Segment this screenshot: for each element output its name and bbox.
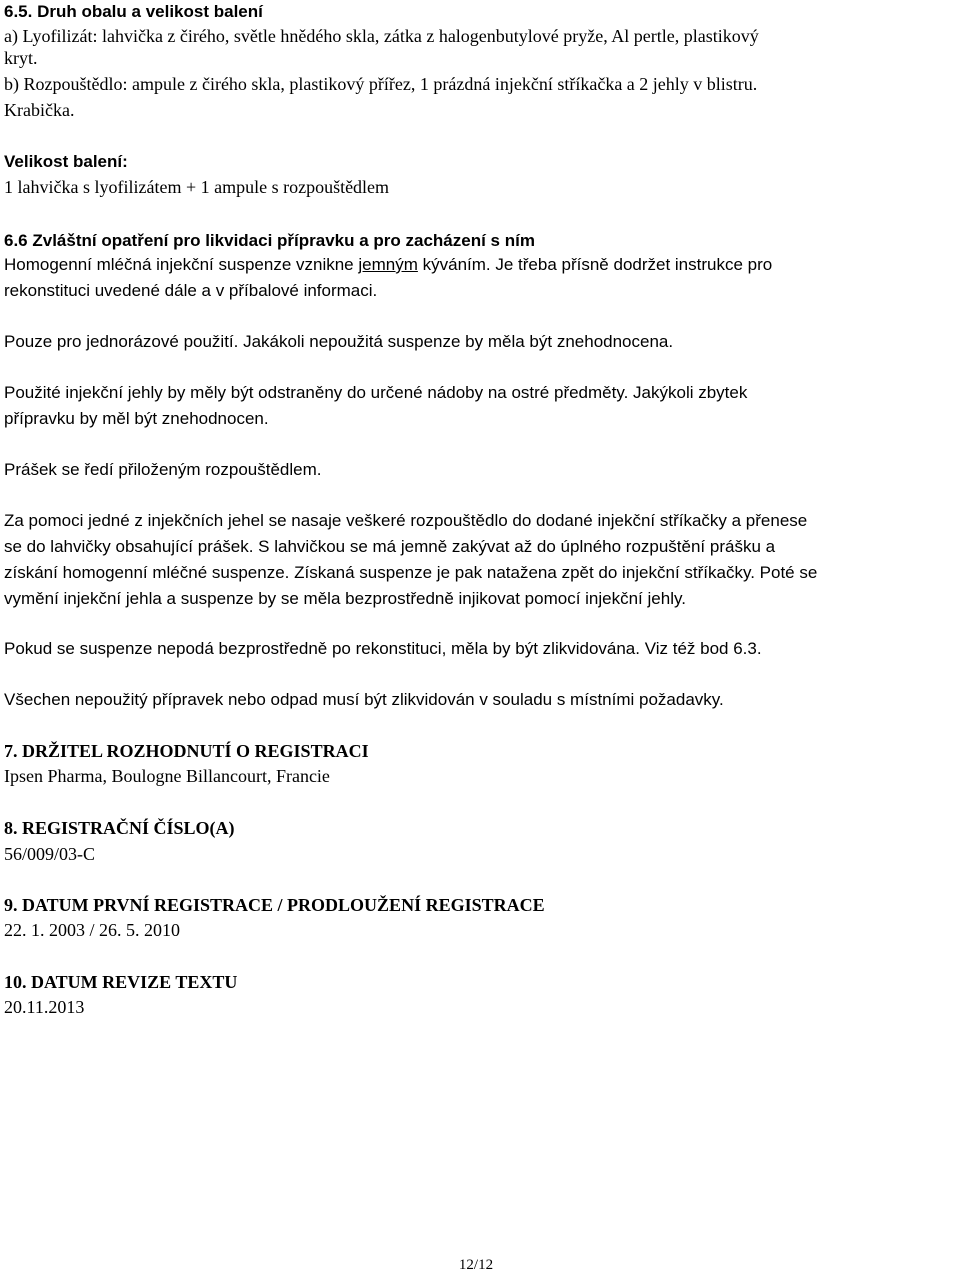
section-6-6-p3-line1: Použité injekční jehly by měly být odstraněny do určené nádoby na ostré předměty. Jakýkoli zbytek (4, 383, 748, 402)
p1-line1-mid: kýváním. (417, 255, 491, 274)
section-6-6-p4: Prášek se ředí přiloženým rozpouštědlem. (4, 460, 322, 479)
section-6-5-heading: 6.5. Druh obalu a velikost balení (4, 2, 263, 21)
section-7-heading: 7. DRŽITEL ROZHODNUTÍ O REGISTRACI (4, 741, 369, 761)
p1-line1-pre: Homogenní mléčná injekční suspenze vznikne (4, 255, 359, 274)
section-6-6-p6: Pokud se suspenze nepodá bezprostředně po rekonstituci, měla by být zlikvidována. Viz též bod 6.3. (4, 639, 762, 658)
p1-line1-underlined: jemným (358, 255, 418, 274)
section-6-6-p5-line4: vymění injekční jehla a suspenze by se měla bezprostředně injikovat pomocí injekční jehly. (4, 589, 686, 608)
section-6-6-p7: Všechen nepoužitý přípravek nebo odpad musí být zlikvidován v souladu s místními požadavky. (4, 690, 724, 709)
section-6-5-line-b1: b) Rozpouštědlo: ampule z čirého skla, plastikový přířez, 1 prázdná injekční stříkačka a 2 jehly v blistru. (4, 74, 758, 94)
section-6-5-line-b2: Krabička. (4, 100, 75, 120)
section-10-text: 20.11.2013 (4, 997, 85, 1017)
page-number: 12/12 (458, 1257, 494, 1273)
section-6-6-p5-line3: získání homogenní mléčné suspenze. Získaná suspenze je pak natažena zpět do injekční stříkačky. Poté se (4, 563, 818, 582)
section-6-6-p1-line2: rekonstituci uvedené dále a v příbalové informaci. (4, 281, 378, 300)
pack-size-heading: Velikost balení: (4, 152, 128, 171)
section-9-heading: 9. DATUM PRVNÍ REGISTRACE / PRODLOUŽENÍ REGISTRACE (4, 895, 545, 915)
section-8-text: 56/009/03-C (4, 844, 96, 864)
pack-size-text: 1 lahvička s lyofilizátem + 1 ampule s rozpouštědlem (4, 177, 390, 197)
section-10-heading: 10. DATUM REVIZE TEXTU (4, 972, 238, 992)
section-6-6-p1-line1 (4, 254, 956, 276)
section-6-6-p5-line2: se do lahvičky obsahující prášek. S lahvičkou se má jemně zakývat až do úplného rozpuštění prášku a (4, 537, 776, 556)
section-7-text: Ipsen Pharma, Boulogne Billancourt, Francie (4, 766, 330, 786)
section-6-6-p5-line1: Za pomoci jedné z injekčních jehel se nasaje veškeré rozpouštědlo do dodané injekční stříkačky a přenese (4, 511, 808, 530)
section-6-5-line-a2: kryt. (4, 48, 38, 68)
p1-line1-post: Je třeba přísně dodržet instrukce pro (490, 255, 773, 274)
section-6-5-line-a1: a) Lyofilizát: lahvička z čirého, světle hnědého skla, zátka z halogenbutylové pryže, Al pertle, plastikový (4, 26, 759, 46)
section-9-text: 22. 1. 2003 / 26. 5. 2010 (4, 920, 181, 940)
section-6-6-p2: Pouze pro jednorázové použití. Jakákoli nepoužitá suspenze by měla být znehodnocena. (4, 332, 674, 351)
section-8-heading: 8. REGISTRAČNÍ ČÍSLO(A) (4, 818, 235, 838)
section-6-6-heading: 6.6 Zvláštní opatření pro likvidaci přípravku a pro zacházení s ním (4, 231, 535, 250)
section-6-6-p3-line2: přípravku by měl být znehodnocen. (4, 409, 269, 428)
